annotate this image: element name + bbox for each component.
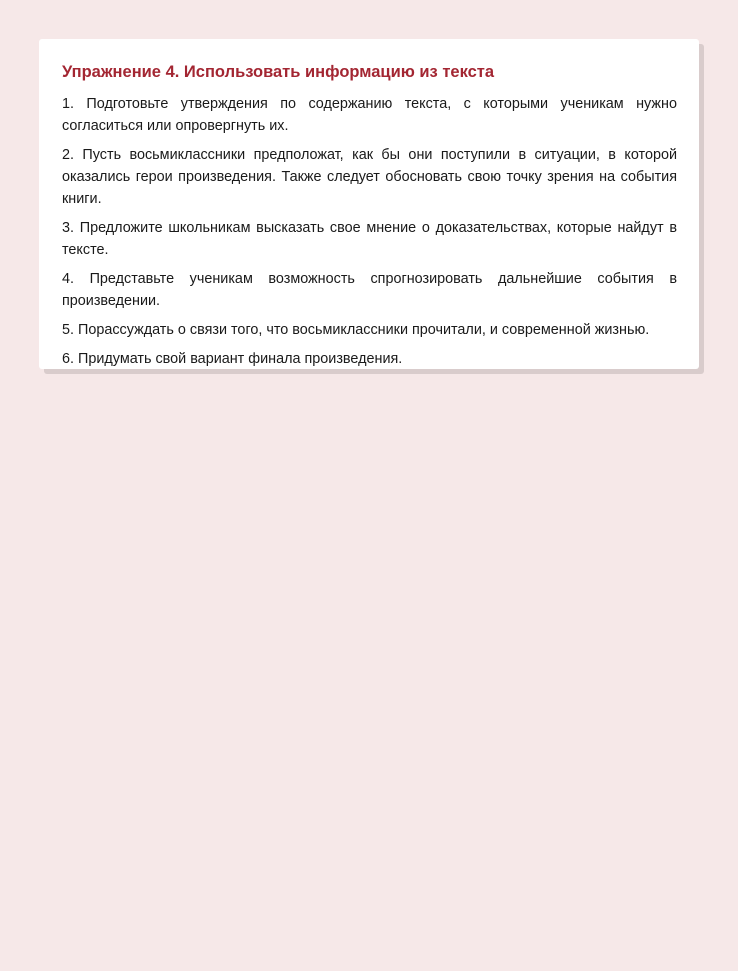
exercise-item-1: 1. Подготовьте утверждения по содержанию текста, с которыми ученикам нужно согласиться или опровергнуть их. [62, 96, 677, 134]
exercise-card [39, 39, 699, 369]
exercise-title: Упражнение 4. Использовать информацию из текста [62, 63, 495, 81]
exercise-item-4: 4. Представьте ученикам возможность спрогнозировать дальнейшие события в произведении. [62, 271, 677, 309]
exercise-list [62, 93, 677, 370]
exercise-item-2: 2. Пусть восьмиклассники предположат, как бы они поступили в ситуации, в которой оказались герои произведения. Также следует обосновать свою точку зрения на события книги. [62, 147, 677, 207]
exercise-item-5: 5. Порассуждать о связи того, что восьмиклассники прочитали, и современной жизнью. [62, 322, 650, 338]
exercise-item-3: 3. Предложите школьникам высказать свое мнение о доказательствах, которые найдут в тексте. [62, 220, 677, 258]
exercise-item-6: 6. Придумать свой вариант финала произведения. [62, 351, 403, 367]
